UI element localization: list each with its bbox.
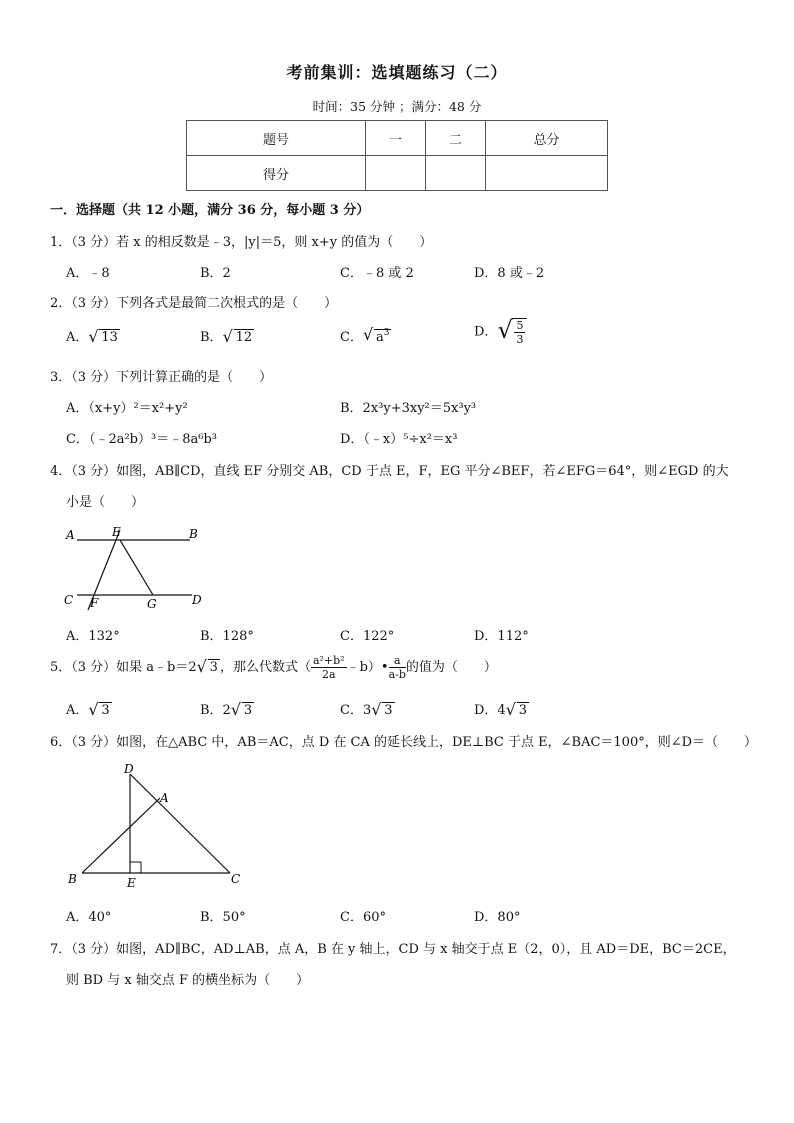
score-cell-empty [426, 156, 486, 191]
q6-option-b: B．50° [200, 910, 246, 925]
label-d: D [124, 762, 134, 776]
score-cell-part1: 一 [366, 121, 426, 156]
question-7-stem: 7．（3 分）如图，AD∥BC，AD⊥AB，点 A，B 在 y 轴上，CD 与 x 轴交于点 E（2，0），且 AD＝DE，BC＝2CE， [50, 942, 736, 957]
q5-option-c [340, 699, 395, 718]
radicand: 3 [101, 703, 110, 718]
question-5-stem [50, 654, 497, 681]
q4-option-a: A．132° [66, 629, 120, 644]
fraction [311, 654, 347, 681]
q1-option-c: C．﹣8 或 2 [340, 266, 414, 281]
label-g: G [147, 597, 157, 611]
option-letter: C． [340, 330, 363, 345]
page-title: 考前集训：选填题练习（二） [286, 63, 508, 82]
q4-option-b: B．128° [200, 629, 254, 644]
sqrt-expression: √ 3 [505, 700, 527, 719]
question-2-stem: 2．（3 分）下列各式是最简二次根式的是（ ） [50, 296, 338, 311]
fraction [389, 654, 406, 681]
option-letter: D．4 [474, 703, 506, 718]
fraction [512, 318, 527, 346]
q6-option-c: C．60° [340, 910, 386, 925]
option-letter: D． [474, 324, 498, 340]
label-f: F [90, 596, 99, 610]
option-letter: B．2 [200, 703, 231, 718]
stem-text: ，那么代数式（ [219, 660, 311, 675]
sqrt-expression: √ 3 [196, 657, 218, 676]
score-cell-label: 题号 [187, 121, 366, 156]
sqrt-expression: √ 3 [371, 700, 393, 719]
label-d: D [192, 593, 202, 607]
question-4-stem-cont: 小是（ ） [66, 495, 145, 510]
question-6-stem: 6．（3 分）如图，在△ABC 中，AB＝AC，点 D 在 CA 的延长线上，DE⊥BC 于点 E，∠BAC＝100°，则∠D＝（ ） [50, 735, 758, 750]
q2-option-b [200, 326, 254, 345]
q3-option-b: B．2x³y+3xy²＝5x³y³ [340, 401, 477, 416]
radicand: 3 [209, 660, 218, 675]
q6-option-d: D．80° [474, 910, 521, 925]
q5-option-b [200, 699, 254, 718]
sqrt-expression: √ $\frac{5}{3}$ [497, 318, 527, 346]
radicand: 3 [518, 703, 527, 718]
score-cell-empty [486, 156, 608, 191]
radicand: 13 [101, 330, 118, 345]
q2-option-a [66, 326, 120, 345]
radicand: a [375, 330, 384, 345]
label-b: B [189, 527, 198, 541]
radicand: 3 [384, 703, 393, 718]
denominator: 3 [516, 333, 524, 346]
numerator: a [389, 654, 406, 668]
label-a: A [160, 791, 169, 805]
stem-text: ﹣b）• [346, 660, 389, 675]
segment-cd [130, 774, 230, 873]
option-letter: A． [66, 330, 89, 345]
score-table-score-row [187, 156, 608, 191]
stem-text: 的值为（ ） [405, 660, 497, 675]
label-a: A [66, 528, 75, 542]
q1-option-d: D．8 或﹣2 [474, 266, 545, 281]
right-angle-marker [130, 862, 141, 873]
label-e: E [127, 876, 136, 890]
numerator: a²+b² [312, 654, 345, 667]
q1-option-b: B．2 [200, 266, 231, 281]
stem-text: 5．（3 分）如果 a﹣b＝2 [50, 660, 197, 675]
time-score-info: 时间：35 分钟 ；满分：48 分 [312, 99, 482, 114]
sqrt-expression: √ 13 [88, 327, 118, 346]
parallel-lines-figure [60, 520, 220, 615]
score-cell-empty [366, 156, 426, 191]
label-c: C [231, 872, 241, 886]
sqrt-expression: √ $a^3$ [362, 325, 390, 345]
radicand: 12 [235, 330, 253, 345]
denominator: a-b [388, 668, 406, 681]
score-cell-part2: 二 [426, 121, 486, 156]
option-letter: C．3 [340, 703, 372, 718]
q1-option-a: A．﹣8 [66, 266, 110, 281]
segment-eg [120, 540, 153, 595]
q3-option-a: A．（x+y）²＝x²+y² [66, 401, 188, 416]
score-cell-total: 总分 [486, 121, 608, 156]
label-e: E [112, 525, 121, 539]
q4-option-c: C．122° [340, 629, 395, 644]
q2-option-c [340, 326, 391, 345]
question-1-stem: 1．（3 分）若 x 的相反数是﹣3，|y|＝5，则 x+y 的值为（ ） [50, 235, 433, 250]
question-4-stem: 4．（3 分）如图，AB∥CD，直线 EF 分别交 AB，CD 于点 E，F，EG 平分∠BEF，若∠EFG＝64°，则∠EGD 的大 [50, 464, 729, 479]
question-7-stem-cont: 则 BD 与 x 轴交点 F 的横坐标为（ ） [66, 973, 310, 988]
segment-ba [82, 798, 160, 873]
q6-option-a: A．40° [66, 910, 112, 925]
q4-option-d: D．112° [474, 629, 529, 644]
radicand: 3 [243, 703, 253, 718]
numerator: 5 [516, 319, 524, 332]
score-cell-label: 得分 [187, 156, 366, 191]
question-3-stem: 3．（3 分）下列计算正确的是（ ） [50, 370, 273, 385]
sqrt-expression: √ 3 [230, 700, 253, 719]
score-table-header-row [187, 121, 608, 156]
q5-option-d [474, 699, 529, 718]
score-table [186, 120, 608, 191]
label-c: C [64, 593, 74, 607]
q3-option-c: C．（﹣2a²b）³＝﹣8a⁶b³ [66, 432, 217, 447]
q2-option-d [474, 318, 527, 346]
triangle-figure [60, 760, 250, 895]
q3-option-d: D．（﹣x）⁵÷x²＝x³ [340, 432, 458, 447]
section-heading: 一．选择题（共 12 小题，满分 36 分，每小题 3 分） [50, 203, 370, 218]
sqrt-expression: √ 12 [222, 327, 253, 346]
option-letter: B． [200, 330, 223, 345]
sqrt-expression: √ 3 [88, 700, 110, 719]
option-letter: A． [66, 703, 89, 718]
q5-option-a [66, 699, 112, 718]
label-b: B [68, 872, 77, 886]
denominator: 2a [321, 668, 336, 681]
